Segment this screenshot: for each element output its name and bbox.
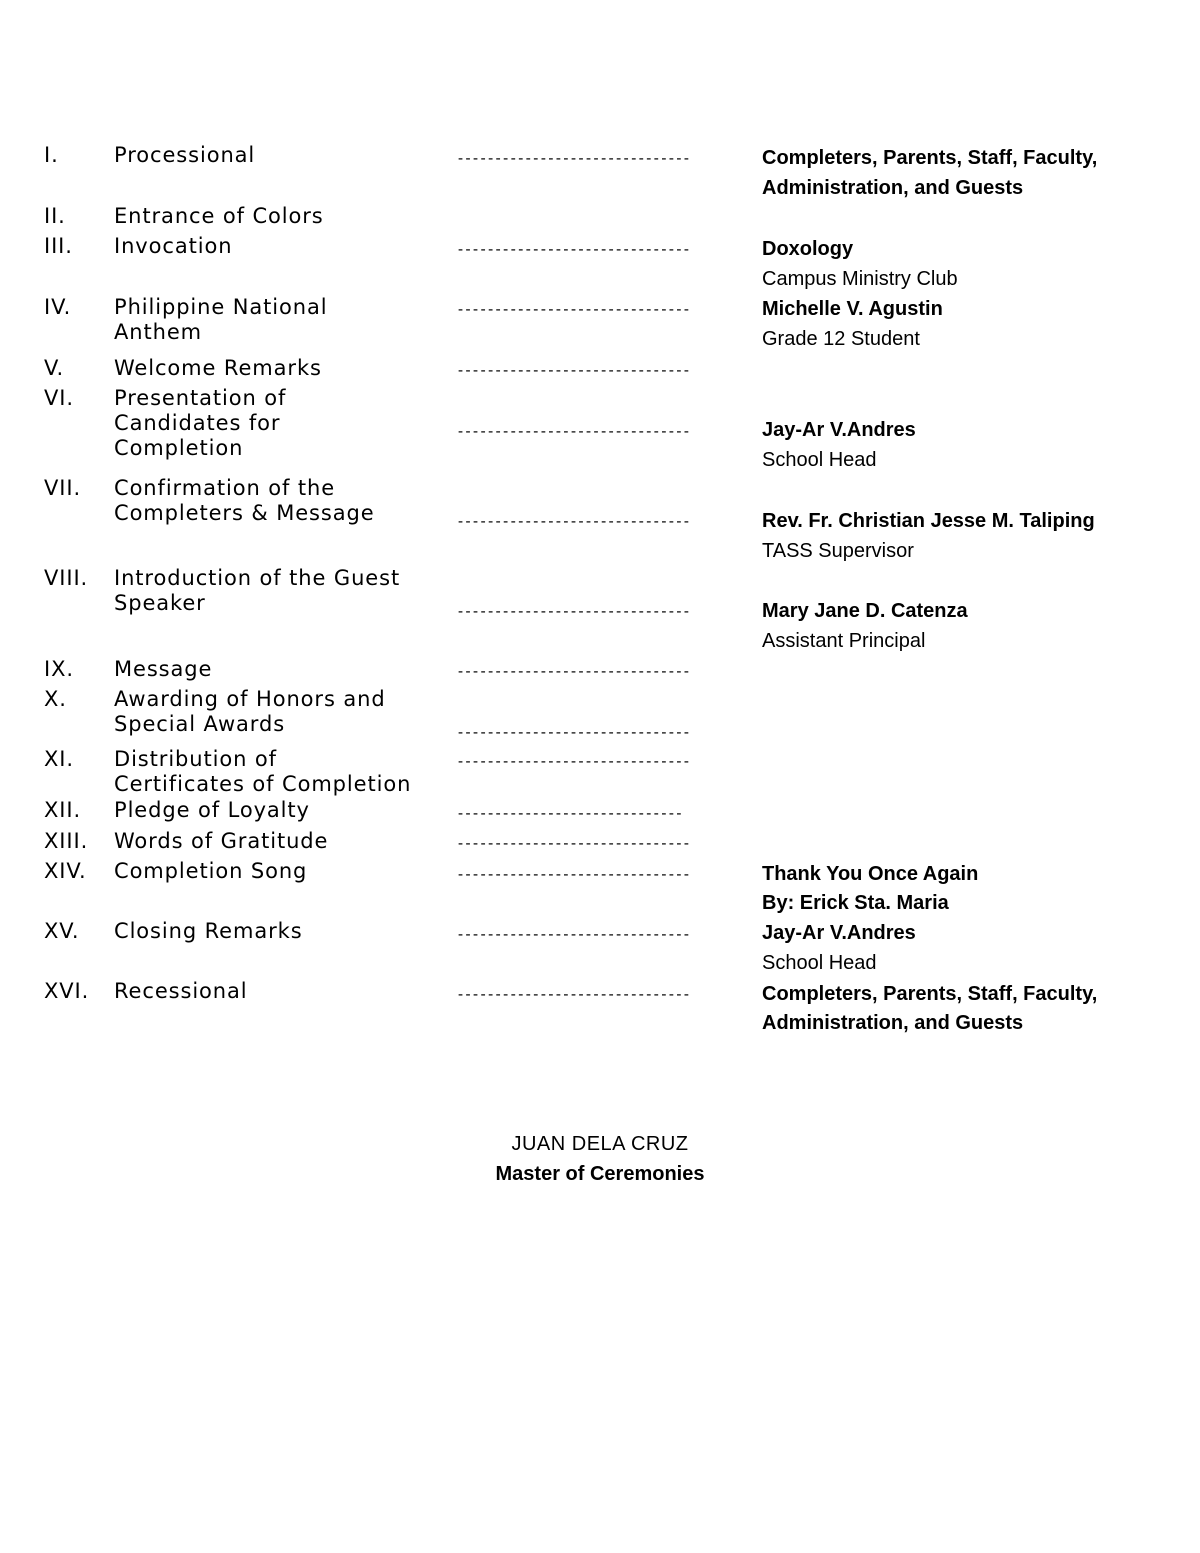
program-item-responsible-name: By: Erick Sta. Maria [762,892,949,914]
program-item-title: Welcome Remarks [114,356,322,380]
program-item-leader-dashes: ------------------------------- [456,662,690,680]
program-item-responsible-name: Completers, Parents, Staff, Faculty, [762,147,1098,169]
program-item-leader-dashes: ------------------------------- [456,752,690,770]
program-item-responsible-name: Doxology [762,238,854,260]
program-item-number: VII. [44,476,82,500]
program-item-number: XIII. [44,829,89,853]
program-item-title: Message [114,657,213,681]
program-item-number: IV. [44,295,72,319]
program-item-title: Invocation [114,234,233,258]
program-item-leader-dashes: ------------------------------- [456,361,690,379]
program-item-number: V. [44,356,65,380]
program-item-title: Recessional [114,979,248,1003]
program-item-responsible-name: Michelle V. Agustin [762,298,943,320]
program-item-number: III. [44,234,73,258]
program-item-title: Special Awards [114,712,286,736]
program-item-responsible-role: TASS Supervisor [762,540,914,562]
program-item-leader-dashes: ------------------------------- [456,300,690,318]
program-item-title: Philippine National [114,295,328,319]
program-item-title: Completion [114,436,244,460]
program-item-title: Speaker [114,591,206,615]
program-item-title: Confirmation of the [114,476,336,500]
program-item-title: Distribution of [114,747,277,771]
program-item-responsible-name: Mary Jane D. Catenza [762,600,968,622]
program-item-leader-dashes: ------------------------------- [456,925,690,943]
program-item-title: Certificates of Completion [114,772,412,796]
program-item-title: Completion Song [114,859,308,883]
program-item-responsible-name: Rev. Fr. Christian Jesse M. Taliping [762,510,1095,532]
program-item-leader-dashes: ------------------------------- [456,865,690,883]
program-item-title: Presentation of [114,386,287,410]
program-item-number: VI. [44,386,74,410]
program-item-number: XV. [44,919,80,943]
program-item-number: XVI. [44,979,90,1003]
program-item-responsible-name: Administration, and Guests [762,177,1024,199]
program-item-title: Anthem [114,320,202,344]
program-item-title: Pledge of Loyalty [114,798,310,822]
program-item-number: IX. [44,657,74,681]
program-item-title: Processional [114,143,256,167]
program-item-leader-dashes: ------------------------------- [456,422,690,440]
program-item-number: XII. [44,798,82,822]
program-item-responsible-role: Grade 12 Student [762,328,920,350]
program-item-title: Introduction of the Guest [114,566,401,590]
program-item-title: Awarding of Honors and [114,687,386,711]
program-item-responsible-role: School Head [762,952,877,974]
program-item-leader-dashes: ------------------------------- [456,985,690,1003]
program-item-responsible-role: Campus Ministry Club [762,268,958,290]
program-item-title: Candidates for [114,411,281,435]
program-item-responsible-name: Jay-Ar V.Andres [762,419,916,441]
emcee-role: Master of Ceremonies [495,1163,705,1185]
program-item-leader-dashes: ------------------------------- [456,834,690,852]
program-item-leader-dashes: ------------------------------- [456,512,690,530]
program-item-leader-dashes: ------------------------------- [456,240,690,258]
program-item-number: XI. [44,747,74,771]
program-item-leader-dashes: ------------------------------- [456,149,690,167]
emcee-name: JUAN DELA CRUZ [511,1133,689,1155]
program-item-number: I. [44,143,59,167]
program-item-title: Closing Remarks [114,919,303,943]
program-item-title: Entrance of Colors [114,204,324,228]
program-item-number: XIV. [44,859,87,883]
program-item-responsible-name: Completers, Parents, Staff, Faculty, [762,983,1098,1005]
program-item-leader-dashes: ------------------------------- [456,723,690,741]
program-item-responsible-name: Jay-Ar V.Andres [762,922,916,944]
program-item-leader-dashes: ------------------------------ [456,804,682,822]
program-item-number: VIII. [44,566,89,590]
program-item-title: Completers & Message [114,501,375,525]
program-item-number: II. [44,204,66,228]
program-item-leader-dashes: ------------------------------- [456,602,690,620]
program-item-responsible-role: Assistant Principal [762,630,926,652]
program-item-responsible-role: School Head [762,449,877,471]
program-item-title: Words of Gratitude [114,829,329,853]
program-item-number: X. [44,687,67,711]
program-item-responsible-name: Thank You Once Again [762,863,979,885]
program-item-responsible-name: Administration, and Guests [762,1012,1024,1034]
